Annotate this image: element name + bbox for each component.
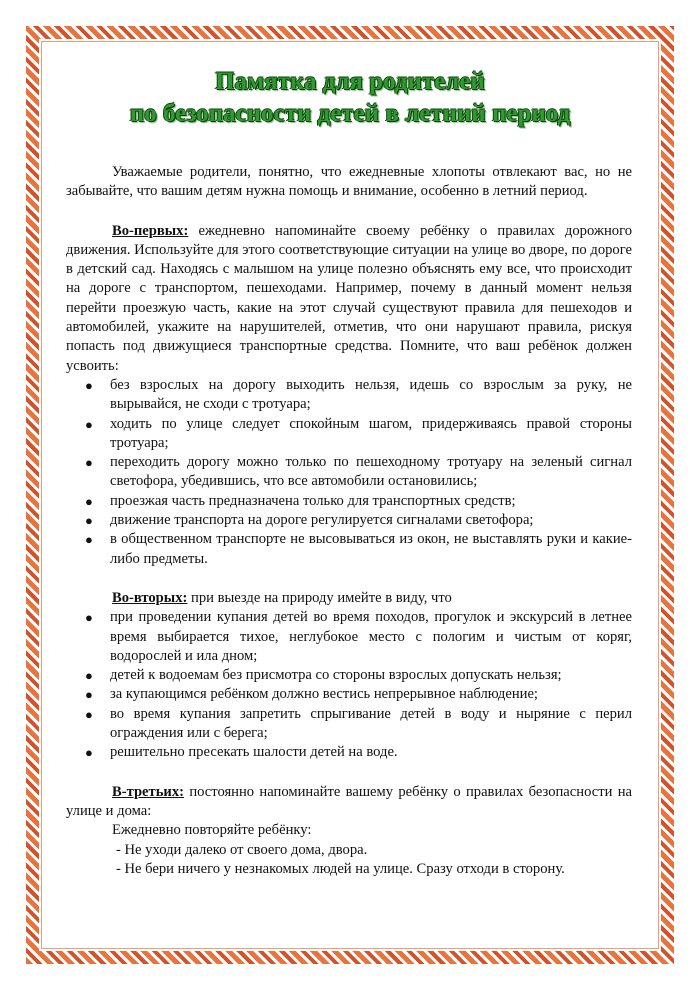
third-section-paragraph — [66, 783, 632, 822]
bullet-icon: ● — [85, 668, 93, 684]
second-list — [66, 608, 632, 762]
title-line-2: по безопасности детей в летний период — [129, 100, 571, 127]
list-item: ● проезжая часть предназначена только для транспортных средств; — [66, 492, 632, 511]
bullet-icon: ● — [85, 610, 93, 626]
list-item: ● детей к водоемам без присмотра со стороны взрослых допускать нельзя; — [66, 666, 632, 685]
first-section-paragraph — [66, 222, 632, 376]
title-line-1: Памятка для родителей — [215, 68, 485, 95]
list-item: ● решительно пресекать шалости детей на воде. — [66, 743, 632, 762]
bullet-icon: ● — [85, 513, 93, 529]
list-item: ● во время купания запретить спрыгивание детей в воду и ныряние с перил ограждения или с берега; — [85, 705, 632, 742]
second-lead: Во-вторых: — [112, 589, 188, 606]
list-item: ● в общественном транспорте не высовываться из окон, не выставлять руки и какие-либо предметы. — [85, 531, 632, 567]
list-item: ● движение транспорта на дороге регулируется сигналами светофора; — [66, 511, 632, 530]
bullet-icon: ● — [85, 745, 93, 761]
intro-paragraph: Уважаемые родители, понятно, что ежедневные хлопоты отвлекают вас, но не забывайте, что вашим детям нужна помощь и внимание, особенно в летний период. — [66, 164, 632, 200]
list-item: ● за купающимся ребёнком должно вестись непрерывное наблюдение; — [66, 685, 632, 704]
third-lead: В-третьих: — [112, 783, 184, 800]
second-section-paragraph — [66, 589, 632, 608]
first-list — [66, 376, 632, 569]
second-text: при выезде на природу имейте в виду, что — [187, 589, 452, 606]
bullet-icon: ● — [85, 532, 93, 548]
dash-line: - Не уходи далеко от своего дома, двора. — [116, 841, 368, 858]
page-title — [60, 66, 640, 130]
bullet-icon: ● — [85, 687, 93, 703]
bullet-icon: ● — [85, 455, 93, 471]
dash-line: - Не бери ничего у незнакомых людей на улице. Сразу отходи в сторону. — [116, 860, 565, 877]
third-text: постоянно напоминайте вашему ребёнку о правилах безопасности на улице и дома: — [66, 783, 632, 819]
list-item: ● переходить дорогу можно только по пешеходному тротуару на зеленый сигнал светофора, убедившись, что все автомобили остановились; — [85, 454, 632, 490]
first-lead: Во-первых: — [112, 222, 189, 239]
bullet-icon: ● — [85, 377, 93, 393]
bullet-icon: ● — [85, 416, 93, 432]
first-text: ежедневно напоминайте своему ребёнку о правилах дорожного движения. Используйте для этого соответствующие ситуации на улице во дворе, по дороге в детский сад. Находясь с малышом на улице полезно объяснять ему все, что происходит на дороге с транспортом, пешеходами. Например, почему в данный момент нельзя перейти проезжую часть, какие на этот случай существуют правила для пешеходов и автомобилей, укажите на нарушителей, отметив, что они нарушают правила, рискуя попасть под движущиеся транспортные средства. Помните, что ваш ребёнок должен усвоить: — [66, 222, 632, 374]
list-item: ● при проведении купания детей во время походов, прогулок и экскурсий в летнее время выбирается тихое, неглубокое место с пологим и чистым от коряг, водорослей и ила дном; — [85, 609, 632, 664]
repeat-line: Ежедневно повторяйте ребёнку: — [112, 822, 312, 839]
memo-body — [66, 163, 632, 879]
bullet-icon: ● — [85, 493, 93, 509]
list-item: ● ходить по улице следует спокойным шагом, придерживаясь правой стороны тротуара; — [85, 415, 632, 451]
list-item: ● без взрослых на дорогу выходить нельзя, идешь со взрослым за руку, не вырывайся, не сходи с тротуара; — [85, 376, 632, 413]
bullet-icon: ● — [85, 706, 93, 722]
